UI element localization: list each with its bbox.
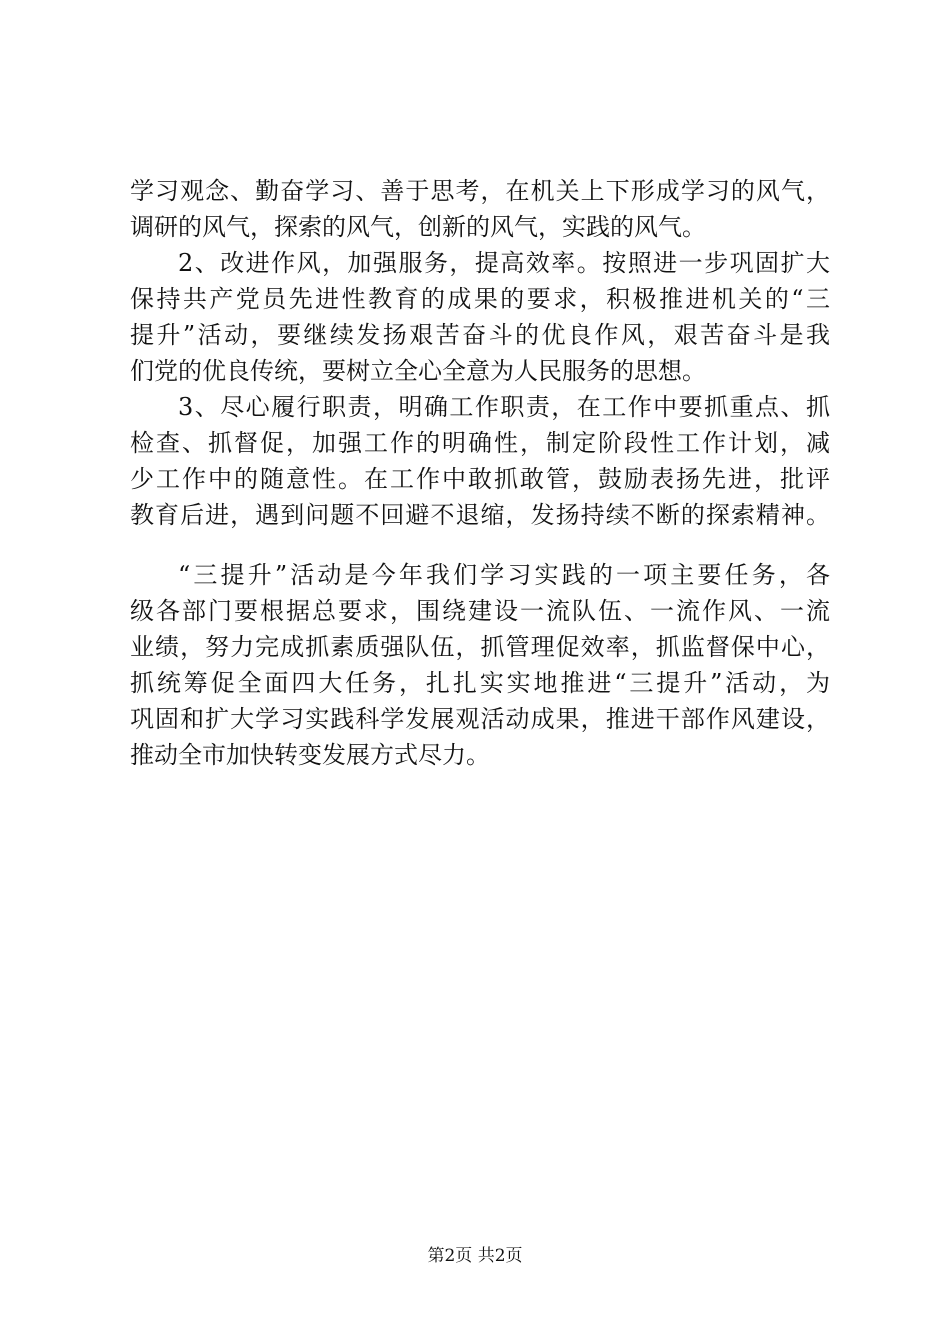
paragraph-4-line-3: 业绩，努力完成抓素质强队伍，抓管理促效率，抓监督保中心， xyxy=(130,633,830,661)
paragraph-3-line-2: 检查、抓督促，加强工作的明确性，制定阶段性工作计划，减 xyxy=(130,429,830,457)
paragraph-1-line-2: 调研的风气，探索的风气，创新的风气，实践的风气。 xyxy=(130,213,706,241)
paragraph-4-line-4: 抓统筹促全面四大任务，扎扎实实地推进“三提升”活动，为 xyxy=(130,669,830,697)
paragraph-3-line-1: 3、尽心履行职责，明确工作职责，在工作中要抓重点、抓 xyxy=(178,393,830,421)
page-footer: 第2页 共2页 xyxy=(427,1246,523,1266)
paragraph-2-line-4: 们党的优良传统，要树立全心全意为人民服务的思想。 xyxy=(130,357,706,385)
paragraph-4-line-6: 推动全市加快转变发展方式尽力。 xyxy=(130,741,490,769)
paragraph-3-line-3: 少工作中的随意性。在工作中敢抓敢管，鼓励表扬先进，批评 xyxy=(130,465,830,493)
paragraph-2-line-3: 提升”活动，要继续发扬艰苦奋斗的优良作风，艰苦奋斗是我 xyxy=(130,321,830,349)
paragraph-4-line-2: 级各部门要根据总要求，围绕建设一流队伍、一流作风、一流 xyxy=(130,597,830,625)
paragraph-4-line-5: 巩固和扩大学习实践科学发展观活动成果，推进干部作风建设， xyxy=(130,705,830,733)
paragraph-4-line-1: “三提升”活动是今年我们学习实践的一项主要任务，各 xyxy=(178,561,830,589)
paragraph-3-line-4: 教育后进，遇到问题不回避不退缩，发扬持续不断的探索精神。 xyxy=(130,501,830,529)
paragraph-1-line-1: 学习观念、勤奋学习、善于思考，在机关上下形成学习的风气， xyxy=(130,177,830,205)
paragraph-2-line-1: 2、改进作风，加强服务，提高效率。按照进一步巩固扩大 xyxy=(178,249,830,277)
paragraph-2-line-2: 保持共产党员先进性教育的成果的要求，积极推进机关的“三 xyxy=(130,285,830,313)
